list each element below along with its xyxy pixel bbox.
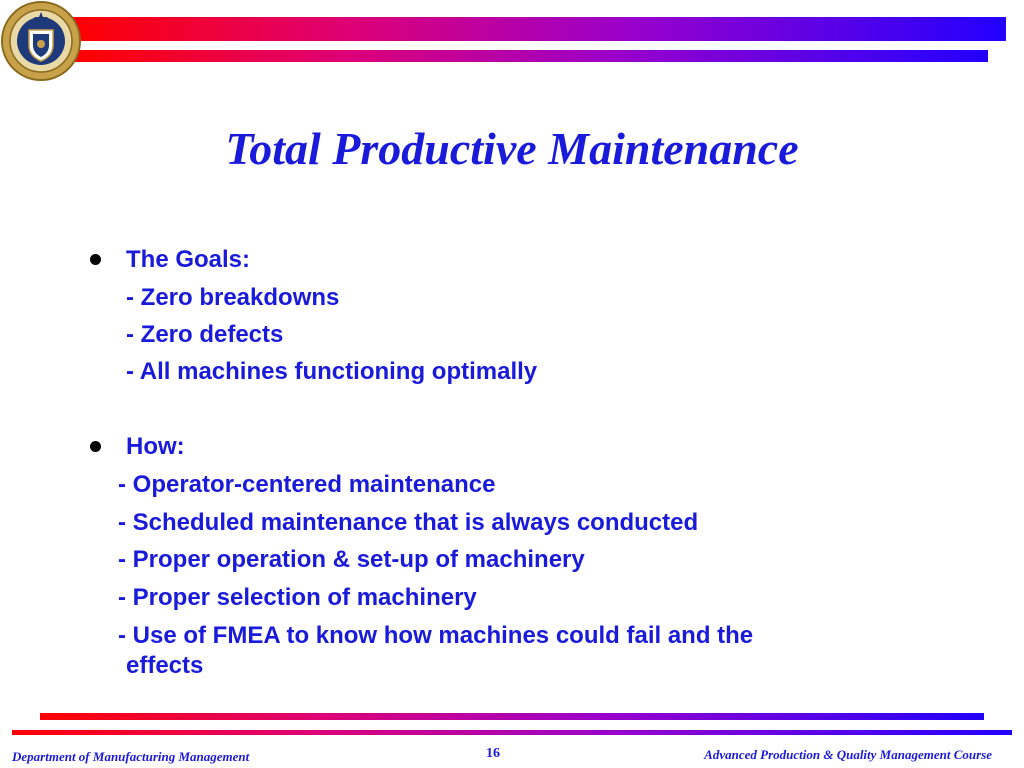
header-stripe-bottom: [72, 50, 988, 62]
page-number: 16: [486, 746, 500, 761]
bullet-how: [90, 441, 101, 452]
goal-item: - All machines functioning optimally: [126, 358, 538, 385]
how-item: - Operator-centered maintenance: [118, 471, 496, 498]
header-stripe-top: [72, 17, 1006, 41]
how-item-continuation: effects: [126, 652, 204, 679]
slide-title: Total Productive Maintenance: [225, 123, 799, 174]
footer-stripe-top: [40, 713, 984, 720]
how-item: - Use of FMEA to know how machines could fail and the: [118, 622, 754, 649]
university-seal-icon: [0, 0, 82, 82]
bullet-goals: [90, 254, 101, 265]
goal-item: - Zero defects: [126, 321, 284, 348]
footer-course: Advanced Production & Quality Management Course: [704, 747, 992, 762]
how-item: - Proper selection of machinery: [118, 584, 477, 611]
goals-heading: The Goals:: [126, 246, 251, 273]
footer-department: Department of Manufacturing Management: [12, 749, 250, 764]
goal-item: - Zero breakdowns: [126, 284, 340, 311]
footer-stripe-bottom: [12, 730, 1012, 735]
how-item: - Proper operation & set-up of machinery: [118, 546, 585, 573]
how-item: - Scheduled maintenance that is always conducted: [118, 509, 699, 536]
how-heading: How:: [126, 433, 185, 460]
